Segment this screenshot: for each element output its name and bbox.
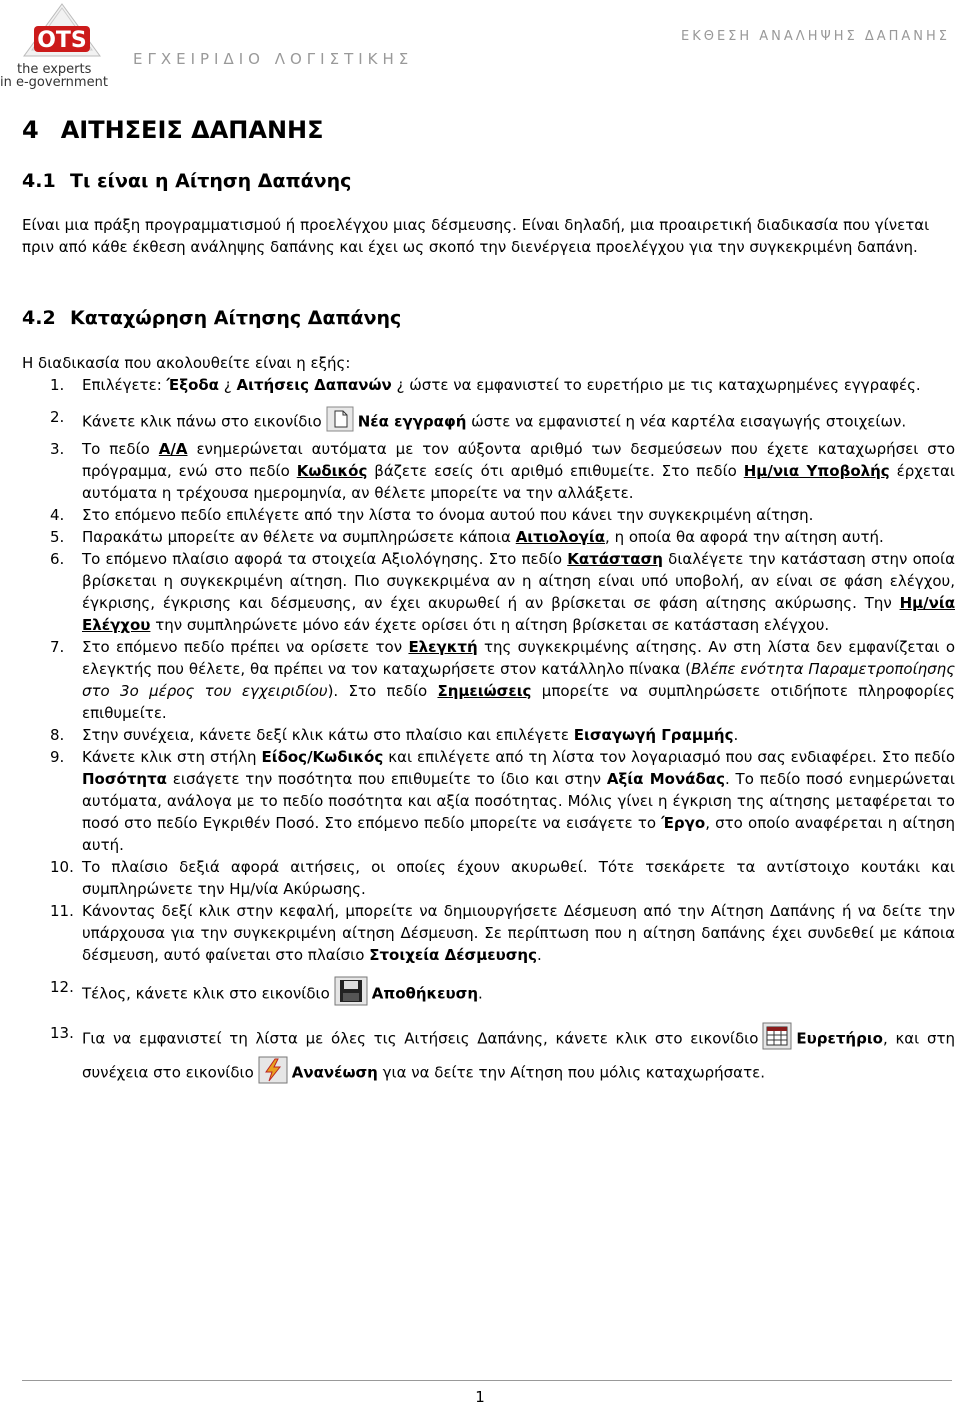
section-title: ΑΙΤΗΣΕΙΣ ΔΑΠΑΝΗΣ <box>60 116 324 144</box>
list-item: 11. Κάνοντας δεξί κλικ στην κεφαλή, μπορείτε να δημιουργήσετε Δέσμευση από την Αίτηση Δαπάνης ή να δείτε την υπάρχουσα για την συγκεκριμένη αίτηση Δέσμευση. Σε περίπτωση που η αίτηση δαπάνης έχει συνδεθεί με κάποια δέσμευση, αυτό φαίνεται στο πλαίσιο Στοιχεία Δέσμευσης. <box>50 902 955 964</box>
field-check-date: Ημ/νία Ελέγχου <box>82 594 955 634</box>
field-justification: Αιτιολογία <box>515 528 606 546</box>
report-title: ΕΚΘΕΣΗ ΑΝΑΛΗΨΗΣ ΔΑΠΑΝΗΣ <box>680 29 950 44</box>
page-number: 1 <box>475 1388 485 1406</box>
floppy-disk-icon[interactable] <box>334 976 368 1012</box>
field-auditor: Ελεγκτή <box>408 638 478 656</box>
list-item: 7. Στο επόμενο πεδίο πρέπει να ορίσετε τον Ελεγκτή της συγκεκριμένης αίτησης. Αν στη λίστα δεν εμφανίζεται ο ελεγκτής που θέλετε, θα πρέπει να τον καταχωρήσετε στον κατάλληλο πίνακα (Βλέπε ενότητα Παραμετροποίησης στο 3ο μέρος του εγχειριδίου). Στο πεδίο Σημειώσεις μπορείτε να συμπληρώσετε οτιδήποτε πληροφορίες επιθυμείτε. <box>50 638 955 722</box>
list-item: 1. Επιλέγετε: Έξοδα ¿ Αιτήσεις Δαπανών ¿ ώστε να εμφανιστεί το ευρετήριο με τις καταχωρημένες εγγραφές. <box>50 376 921 394</box>
subsection-title: Καταχώρηση Αίτησης Δαπάνης <box>70 307 402 329</box>
column-item-code: Είδος/Κωδικός <box>261 748 384 766</box>
field-code: Κωδικός <box>296 462 368 480</box>
table-grid-icon[interactable] <box>762 1022 792 1056</box>
list-item: 5. Παρακάτω μπορείτε αν θέλετε να συμπληρώσετε κάποια Αιτιολογία, η οποία θα αφορά την αίτηση αυτή. <box>50 528 884 546</box>
lightning-refresh-icon[interactable] <box>258 1056 288 1090</box>
process-intro: Η διαδικασία που ακολουθείτε είναι η εξής: <box>22 354 351 372</box>
field-unit-value: Αξία Μονάδας <box>606 770 725 788</box>
ots-logo <box>0 0 130 92</box>
list-item: 12. Τέλος, κάνετε κλικ στο εικονίδιο Αποθήκευση. <box>0 976 955 1012</box>
list-item: 9. Κάνετε κλικ στη στήλη Είδος/Κωδικός και επιλέγετε από τη λίστα τον λογαριασμό που σας ενδιαφέρει. Στο πεδίο Ποσότητα εισάγετε την ποσότητα που επιθυμείτε το ίδιο και στην Αξία Μονάδας. Το πεδίο ποσό ενημερώνεται αυτόματα, ανάλογα με το πεδίο ποσότητα και αξία ποσότητας. Μόλις γίνει η έγκριση της αίτησης μεταφέρεται το ποσό στο πεδίο Εγκριθέν Ποσό. Στο επόμενο πεδίο μπορείτε να εισάγετε το Έργο, στο οποίο αναφέρεται η αίτηση αυτή. <box>50 748 956 854</box>
logo-tagline: in e-government <box>0 75 108 90</box>
field-submission-date: Ημ/νια Υποβολής <box>743 462 890 480</box>
list-item: 6. Το επόμενο πλαίσιο αφορά τα στοιχεία Αξιολόγησης. Στο πεδίο Κατάσταση διαλέγετε την κατάσταση στην οποία βρίσκεται η συγκεκριμένη αίτηση. Πιο συγκεκριμένα αν η αίτηση είναι υπό υποβολή, αν είναι σε φάση ελέγχου, έγκρισης, έγκρισης και δέσμευσης, αν έχει ακυρωθεί ή αν βρίσκεται σε φάση αίτησης ακύρωσης. Την Ημ/νία Ελέγχου την συμπληρώνετε μόνο εάν έχετε ορίσει ότι η αίτηση βρίσκεται σε κατάσταση ελέγχου. <box>50 550 955 634</box>
section-number: 4 <box>22 116 39 144</box>
list-item: 3. Το πεδίο Α/Α ενημερώνεται αυτόματα με τον αύξοντα αριθμό των δεσμεύσεων που έχετε καταχωρήσει στο πρόγραμμα, ενώ στο πεδίο Κωδικός βάζετε εσείς ότι αριθμό επιθυμείτε. Στο πεδίο Ημ/νια Υποβολής έρχεται αυτόματα η τρέχουσα ημερομηνία, αν θέλετε μπορείτε να την αλλάξετε. <box>50 440 955 502</box>
field-quantity: Ποσότητα <box>82 770 167 788</box>
subsection-heading <box>22 170 351 192</box>
list-item: 10. Το πλαίσιο δεξιά αφορά αιτήσεις, οι οποίες έχουν ακυρωθεί. Τότε τσεκάρετε τα αντίστοιχο κουτάκι και συμπληρώνετε την Ημ/νία Ακύρωσης. <box>50 858 955 898</box>
list-item: 13. Για να εμφανιστεί τη λίστα με όλες τις Αιτήσεις Δαπάνης, κάνετε κλικ στο εικονίδιο Ευρετήριο, και στη συνέχεια στο εικονίδιο Ανανέωση για να δείτε την Αίτηση που μόλις καταχωρήσατε. <box>0 1022 955 1090</box>
cross-reference: Βλέπε ενότητα Παραμετροποίησης στο 3ο μέρος του εγχειριδίου <box>82 660 955 700</box>
footer-divider <box>22 1380 952 1381</box>
page-header <box>0 0 960 92</box>
svg-text:OTS: OTS <box>37 28 87 53</box>
list-item: 2. Κάνετε κλικ πάνω στο εικονίδιο Νέα εγγραφή ώστε να εμφανιστεί η νέα καρτέλα εισαγωγής στοιχείων. <box>0 406 955 438</box>
list-item: 8. Στην συνέχεια, κάνετε δεξί κλικ κάτω στο πλαίσιο και επιλέγετε Εισαγωγή Γραμμής. <box>50 726 739 744</box>
field-aa: Α/Α <box>158 440 188 458</box>
new-document-icon[interactable] <box>326 406 354 438</box>
menu-path-requests: Αιτήσεις Δαπανών <box>236 376 392 394</box>
manual-title: ΕΓΧΕΙΡΙΔΙΟ ΛΟΓΙΣΤΙΚΗΣ <box>133 50 414 68</box>
field-notes: Σημειώσεις <box>437 682 532 700</box>
intro-paragraph: Είναι μια πράξη προγραμματισμού ή προελέγχου μιας δέσμευσης. Είναι δηλαδή, μια προαιρετική διαδικασία που γίνεται πριν από κάθε έκθεση ανάληψης δαπάνης και έχει ως σκοπό την διενέργεια προελέγχου για την συγκεκριμένη δαπάνη. <box>22 216 930 256</box>
commitment-details-box: Στοιχεία Δέσμευσης <box>369 946 537 964</box>
list-item: 4. Στο επόμενο πεδίο επιλέγετε από την λίστα το όνομα αυτού που κάνει την συγκεκριμένη αίτηση. <box>50 506 814 524</box>
subsection-heading <box>22 307 401 329</box>
section-heading <box>22 116 324 144</box>
logo-tagline: the experts <box>17 62 92 77</box>
steps-list <box>0 374 960 1090</box>
field-project: Έργο <box>661 814 706 832</box>
insert-row-command: Εισαγωγή Γραμμής <box>573 726 734 744</box>
subsection-number: 4.2 <box>22 307 56 329</box>
subsection-title: Τι είναι η Αίτηση Δαπάνης <box>70 170 352 192</box>
field-status: Κατάσταση <box>567 550 663 568</box>
subsection-number: 4.1 <box>22 170 56 192</box>
menu-path-expenses: Έξοδα <box>166 376 219 394</box>
